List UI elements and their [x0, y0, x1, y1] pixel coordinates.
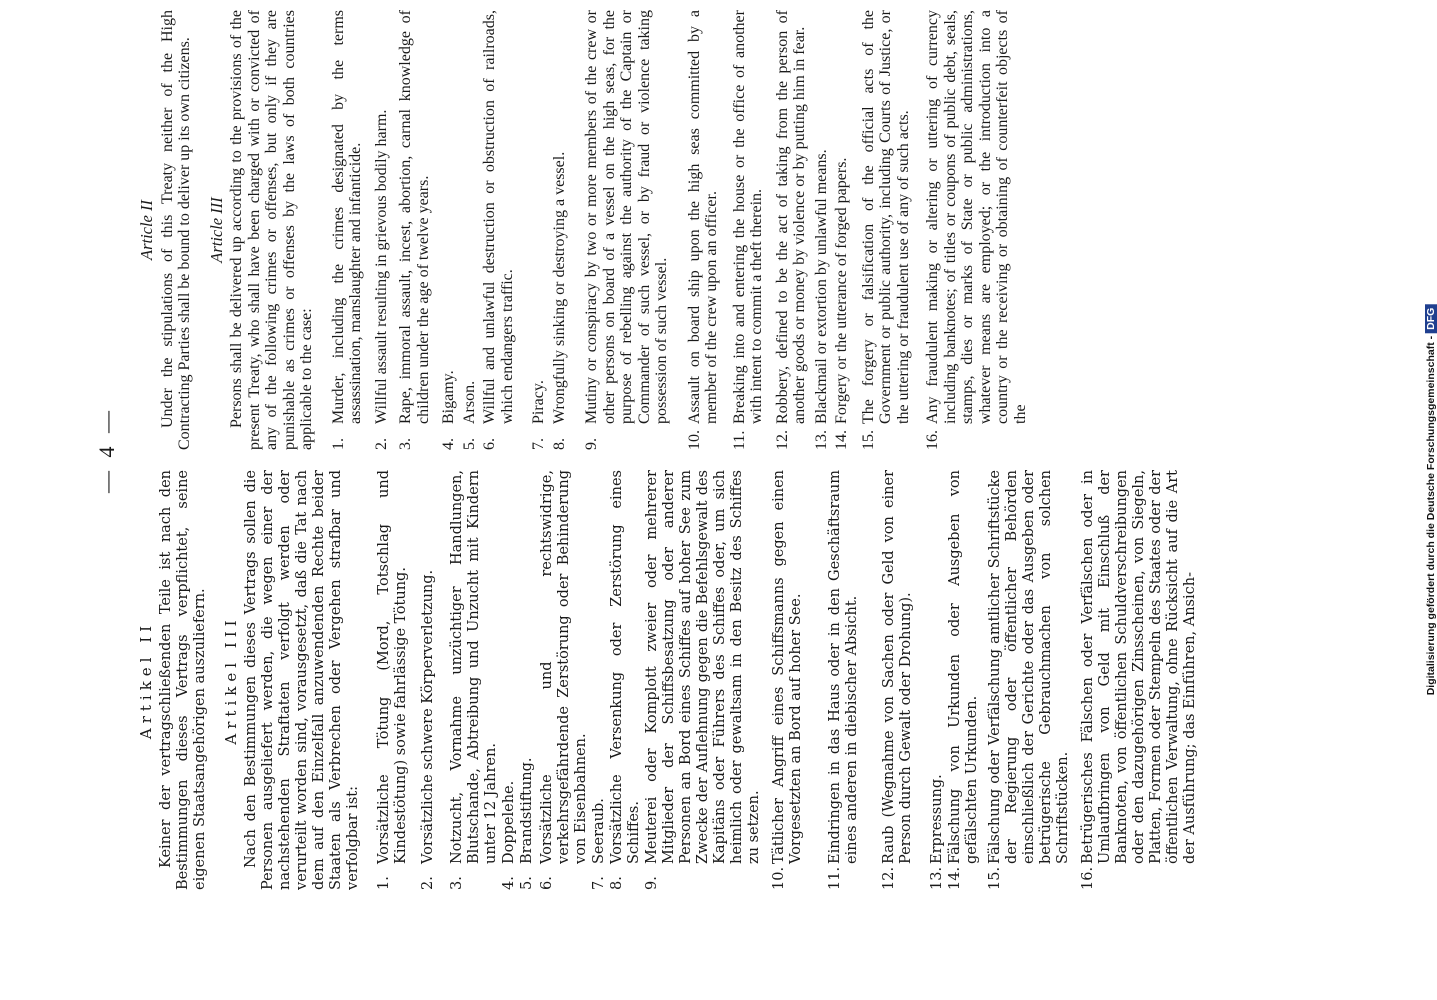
item-number: 5. — [460, 438, 478, 450]
item-text: Fälschung oder Verfälschung amtlicher Schriftstücke der Regierung oder öffentlicher Behörden einschließlich der Gerichte oder das Ausgeben oder betrügerische Gebrauchmachen von solchen Schriftstücken. — [987, 470, 1071, 864]
item-number: 12. — [773, 430, 791, 450]
item-text: Vorsätzliche und rechtswidrige, verkehrsgefährdende Zerstörung oder Behinderung von Eisenbahnen. — [539, 470, 589, 864]
english-list-item — [731, 10, 766, 450]
item-text: Notzucht, Vornahme unzüchtiger Handlungen, Blutschande, Abtreibung und Unzucht mit Kindern unter 12 Jahren. — [449, 470, 499, 864]
german-list-item — [987, 470, 1072, 890]
item-text: Fälschung von Urkunden oder Ausgeben von gefälschten Urkunden. — [947, 470, 980, 864]
digitization-note-text: Digitalisierung gefördert durch die Deutsche Forschungsgemeinschaft - — [1425, 335, 1437, 696]
dfg-badge: DFG — [1425, 305, 1437, 333]
german-list-item — [519, 470, 536, 890]
item-text: Seeraub. — [591, 798, 607, 864]
item-number: 13. — [812, 430, 830, 450]
german-list-item — [501, 470, 518, 890]
item-number: 15. — [859, 430, 877, 450]
item-text: Blackmail or extortion by unlawful means. — [812, 149, 830, 424]
german-list-item — [539, 470, 590, 890]
english-list-item — [774, 10, 809, 450]
german-list-item — [376, 470, 410, 890]
item-number: 3. — [449, 876, 465, 890]
item-number: 4. — [501, 876, 517, 890]
german-article-iii-text: Nach den Bestimmungen dieses Vertrags sollen die Personen ausgeliefert werden, die wegen einer der nachstehenden Straftaten verfolgt werden oder verurteilt worden sind, vorausgesetzt, daß die Tat nach dem auf den Einzelfall anzuwendenden Rechte beider Staaten als Verbrechen oder Vergehen strafbar und verfolgbar ist: — [243, 470, 361, 890]
english-list-item — [833, 10, 851, 450]
english-list-item — [583, 10, 671, 450]
item-number: 3. — [397, 438, 414, 450]
english-list-item — [330, 10, 365, 450]
item-number: 11. — [827, 866, 843, 890]
item-text: Eindringen in das Haus oder in den Geschäftsraum eines anderen in diebischer Absicht. — [827, 470, 860, 864]
item-number: 4. — [440, 438, 457, 450]
item-text: Tätlicher Angriff eines Schiffsmanns gegen einen Vorgesetzten an Bord auf hoher See. — [771, 470, 804, 864]
item-number: 16. — [924, 430, 941, 450]
german-list-item — [609, 470, 643, 890]
item-text: Vorsätzliche schwere Körperverletzung. — [420, 569, 436, 864]
german-article-iii-heading: Artikel III — [222, 615, 240, 745]
german-list-item — [827, 470, 861, 890]
item-text: Mutiny or conspiracy by two or more members of the crew or other persons on board of a vessel on the high seas, for the purpose of rebelling against the authority of the Captain or Commander of such vessel, or by fraud or violence taking possession of such vessel. — [583, 10, 670, 424]
english-list-item — [813, 10, 831, 450]
german-list-item — [420, 470, 437, 890]
item-text: Any fraudulent making or altering or uttering of currency including banknotes; of titles or coupons of public debt, seals, stamps, dies or marks of State or public administrations, whatever means are employed; or the introduction into a country or the receiving or obtaining of counterfeit objects of the — [924, 10, 1029, 424]
item-number: 8. — [550, 438, 568, 450]
german-article-ii-heading: Artikel II — [137, 620, 155, 740]
german-list-item — [644, 470, 763, 890]
item-number: 16. — [1080, 866, 1096, 890]
item-text: Betrügerisches Fälschen oder Verfälschen oder in Umlaufbringen von Geld mit Einschluß der Banknoten, von öffentlichen Schuldverschreibungen oder den dazugehörigen Zinsscheinen, von Siegeln, Platten, Formen oder Stempeln des Staates oder der öffentlichen Verwaltung, ohne Rücksicht auf die Art der Ausführung; das Einführen, Ansich- — [1080, 470, 1198, 864]
item-text: Brandstiftung. — [519, 757, 535, 864]
item-text: Meuterei oder Komplott zweier oder mehrerer Mitglieder der Schiffsbesatzung oder anderer Personen an Bord eines Schiffes auf hoher See zum Zwecke der Auflehnung gegen die Befehlsgewalt des Kapitäns oder Führers des Schiffes oder, um sich heimlich oder gewaltsam in den Besitz des Schiffes zu setzen. — [644, 470, 762, 864]
item-text: Erpressung. — [929, 774, 945, 864]
item-text: Willful and unlawful destruction or obstruction of railroads, which endangers traffic. — [481, 10, 516, 424]
english-article-ii-text: Under the stipulations of this Treaty neither of the High Contracting Parties shall be bound to deliver up its own citizens. — [158, 10, 193, 450]
item-text: Forgery or the utterance of forged papers. — [833, 157, 850, 424]
item-number: 1. — [329, 438, 347, 450]
english-column — [138, 10, 1168, 450]
item-text: Assault on board ship upon the high seas committed by a member of the crew upon an officer. — [685, 10, 720, 424]
german-list-item — [881, 470, 915, 890]
item-text: The forgery or falsification of the official acts of the Government or public authority, including Courts of Justice, or the uttering or fraudulent use of any of such acts. — [859, 10, 912, 424]
item-text: Breaking into and entering the house or the office of another with intent to commit a theft therein. — [730, 10, 765, 424]
item-number: 6. — [539, 876, 555, 890]
item-number: 9. — [583, 438, 600, 450]
english-article-ii-heading: Article II — [137, 200, 156, 261]
english-list-item — [551, 10, 569, 450]
item-number: 14. — [947, 866, 963, 890]
item-number: 7. — [591, 876, 607, 890]
item-number: 7. — [530, 438, 547, 450]
item-text: Rape, immoral assault, incest, abortion, carnal knowledge of children under the age of twelve years. — [397, 10, 432, 424]
item-text: Bigamy. — [440, 370, 457, 424]
item-text: Raub (Wegnahme von Sachen oder Geld von einer Person durch Gewalt oder Drohung). — [881, 470, 914, 864]
english-list-item — [373, 10, 391, 450]
english-list-item — [686, 10, 721, 450]
german-list-item — [771, 470, 805, 890]
item-number: 10. — [771, 866, 787, 890]
digitization-note — [1425, 305, 1437, 696]
german-list-item — [947, 470, 981, 890]
item-text: Vorsätzliche Tötung (Mord, Totschlag und Kindestötung) sowie fahrlässige Tötung. — [376, 470, 409, 864]
item-number: 9. — [644, 876, 660, 890]
item-text: Robbery, defined to be the act of taking from the person of another goods or money by violence or by putting him in fear. — [773, 10, 808, 424]
item-number: 15. — [987, 866, 1003, 890]
english-list-item — [397, 10, 432, 450]
item-number: 2. — [372, 438, 390, 450]
item-text: Murder, including the crimes designated by the terms assassination, manslaughter and infanticide. — [329, 10, 364, 424]
item-number: 5. — [519, 876, 535, 890]
item-text: Piracy. — [530, 380, 547, 424]
english-list-item — [860, 10, 913, 450]
german-list-item — [1080, 470, 1199, 890]
item-number: 14. — [833, 430, 850, 450]
item-number: 6. — [481, 438, 498, 450]
german-list-item — [449, 470, 500, 890]
german-list-item — [929, 470, 946, 890]
item-number: 1. — [376, 876, 392, 890]
item-number: 10. — [685, 430, 703, 450]
german-list-item — [591, 470, 608, 890]
item-number: 13. — [929, 866, 945, 890]
item-text: Vorsätzliche Versenkung oder Zerstörung eines Schiffes. — [609, 470, 642, 864]
item-text: Willful assault resulting in grievous bodily harm. — [372, 109, 390, 424]
item-number: 11. — [730, 430, 748, 450]
page-number: — 4 — — [94, 407, 119, 493]
english-list-item — [530, 10, 548, 450]
english-list-item — [461, 10, 479, 450]
german-column — [137, 470, 1198, 890]
english-list-item — [924, 10, 1029, 450]
english-article-iii-text: Persons shall be delivered up according to the provisions of the present Treaty, who shall have been charged with or convicted of any of the following crimes or offenses, but only if they are punishable as crimes or offenses by the laws of both countries applicable to the case: — [228, 10, 315, 450]
english-article-iii-heading: Article III — [206, 197, 226, 263]
item-text: Wrongfully sinking or destroying a vessel. — [550, 151, 568, 424]
english-list-item — [440, 10, 458, 450]
document-page — [90, 10, 1198, 890]
item-text: Doppelehe. — [501, 780, 517, 864]
item-number: 8. — [609, 876, 625, 890]
item-number: 12. — [881, 866, 897, 890]
item-text: Arson. — [460, 380, 478, 424]
item-number: 2. — [420, 876, 436, 890]
english-list-item — [481, 10, 516, 450]
german-article-ii-text: Keiner der vertragschließenden Teile ist nach den Bestimmungen dieses Vertrags verpflichtet, seine eigenen Staatsangehörigen auszuliefern. — [158, 470, 208, 890]
